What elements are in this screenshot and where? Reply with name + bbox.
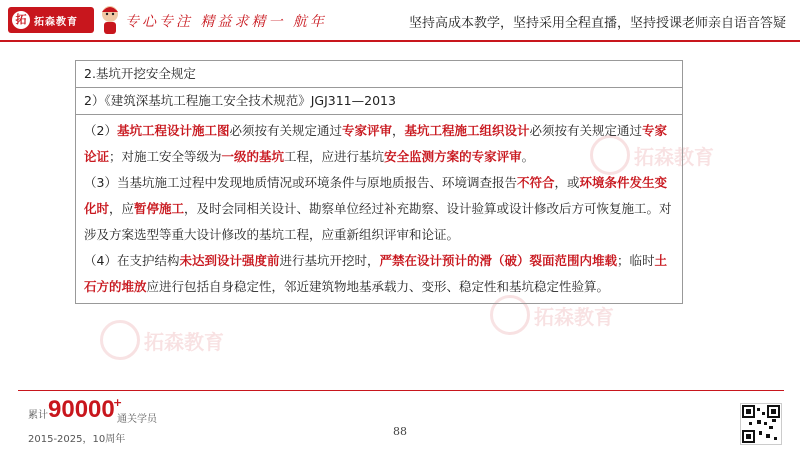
- regulation-content: [76, 115, 683, 304]
- watermark-logo: 拓森教育: [590, 135, 714, 175]
- paragraph-text: ，或: [554, 175, 580, 190]
- paragraph-text: （2）: [84, 123, 117, 138]
- highlighted-term: 未达到设计强度前: [179, 253, 280, 268]
- stat-suffix: 通关学员: [117, 414, 157, 425]
- highlighted-term: 环境条件发生变化时: [84, 175, 668, 216]
- table-row: [76, 115, 683, 304]
- anniversary-text: 2015-2025，10周年: [28, 434, 126, 445]
- stat-prefix: 累计: [28, 410, 48, 421]
- regulation-paragraph: [84, 118, 674, 170]
- highlighted-term: 土石方的堆放: [84, 253, 668, 294]
- paragraph-text: （4）在支护结构: [84, 253, 180, 268]
- paragraph-text: ；对施工安全等级为: [109, 149, 222, 164]
- qr-code-icon: [740, 403, 782, 445]
- paragraph-text: 工程，应进行基坑: [284, 149, 385, 164]
- page-number: 88: [393, 425, 407, 438]
- regulation-paragraph: [84, 248, 674, 300]
- highlighted-term: 基坑工程设计施工图: [116, 123, 230, 138]
- paragraph-text: （3）当基坑施工过程中发现地质情况或环境条件与原地质报告、环境调查报告: [84, 175, 517, 190]
- header-tagline: 坚持高成本教学，坚持采用全程直播，坚持授课老师亲自语音答疑: [408, 16, 786, 31]
- brand-logo-text: 拓森教育: [34, 16, 78, 28]
- header-divider: [0, 40, 800, 42]
- paragraph-text: 应进行包括自身稳定性，邻近建筑物地基承载力、变形、稳定性和基坑稳定性验算。: [146, 279, 610, 294]
- paragraph-text: 。: [521, 149, 535, 164]
- paragraph-text: 必须按有关规定通过: [229, 123, 342, 138]
- paragraph-text: 必须按有关规定通过: [529, 123, 643, 138]
- paragraph-text: ；临时: [617, 253, 655, 268]
- paragraph-text: ，: [392, 123, 405, 138]
- standard-title: 2）《建筑深基坑工程施工安全技术规范》JGJ311—2013: [76, 88, 683, 115]
- brand-slogan: 专心专注 精益求精一 航年: [125, 14, 327, 30]
- paragraph-text: ，应: [109, 201, 135, 216]
- stat-plus: +: [113, 396, 123, 409]
- watermark-logo: 拓森教育: [100, 320, 224, 360]
- paragraph-text: 进行基坑开挖时，: [279, 253, 380, 268]
- section-title: 2.基坑开挖安全规定: [76, 61, 683, 88]
- highlighted-term: 不符合: [516, 175, 555, 190]
- stat-number: 90000: [48, 396, 115, 423]
- watermark-logo: 拓森教育: [490, 295, 614, 335]
- brand-logo[interactable]: [8, 7, 94, 33]
- regulation-paragraph: [84, 170, 674, 248]
- highlighted-term: 基坑工程施工组织设计: [404, 123, 530, 138]
- highlighted-term: 专家评审: [341, 123, 392, 138]
- table-row: [76, 61, 683, 88]
- highlighted-term: 严禁在设计预计的滑（破）裂面范围内堆载: [379, 253, 618, 268]
- regulation-table: [75, 60, 683, 304]
- table-row: [76, 88, 683, 115]
- highlighted-term: 安全监测方案的专家评审: [384, 149, 522, 164]
- brand-logo-icon: 拓: [12, 11, 30, 29]
- header-bar: [0, 0, 800, 40]
- mascot-icon: [98, 4, 122, 36]
- footer-divider: [18, 390, 784, 391]
- highlighted-term: 专家论证: [84, 123, 668, 164]
- paragraph-text: ，及时会同相关设计、勘察单位经过补充勘察、设计验算或设计修改后方可恢复施工。对涉及方案选型等重大设计修改的基坑工程，应重新组织评审和论证。: [84, 201, 672, 242]
- highlighted-term: 暂停施工: [134, 201, 185, 216]
- highlighted-term: 一级的基坑: [221, 149, 285, 164]
